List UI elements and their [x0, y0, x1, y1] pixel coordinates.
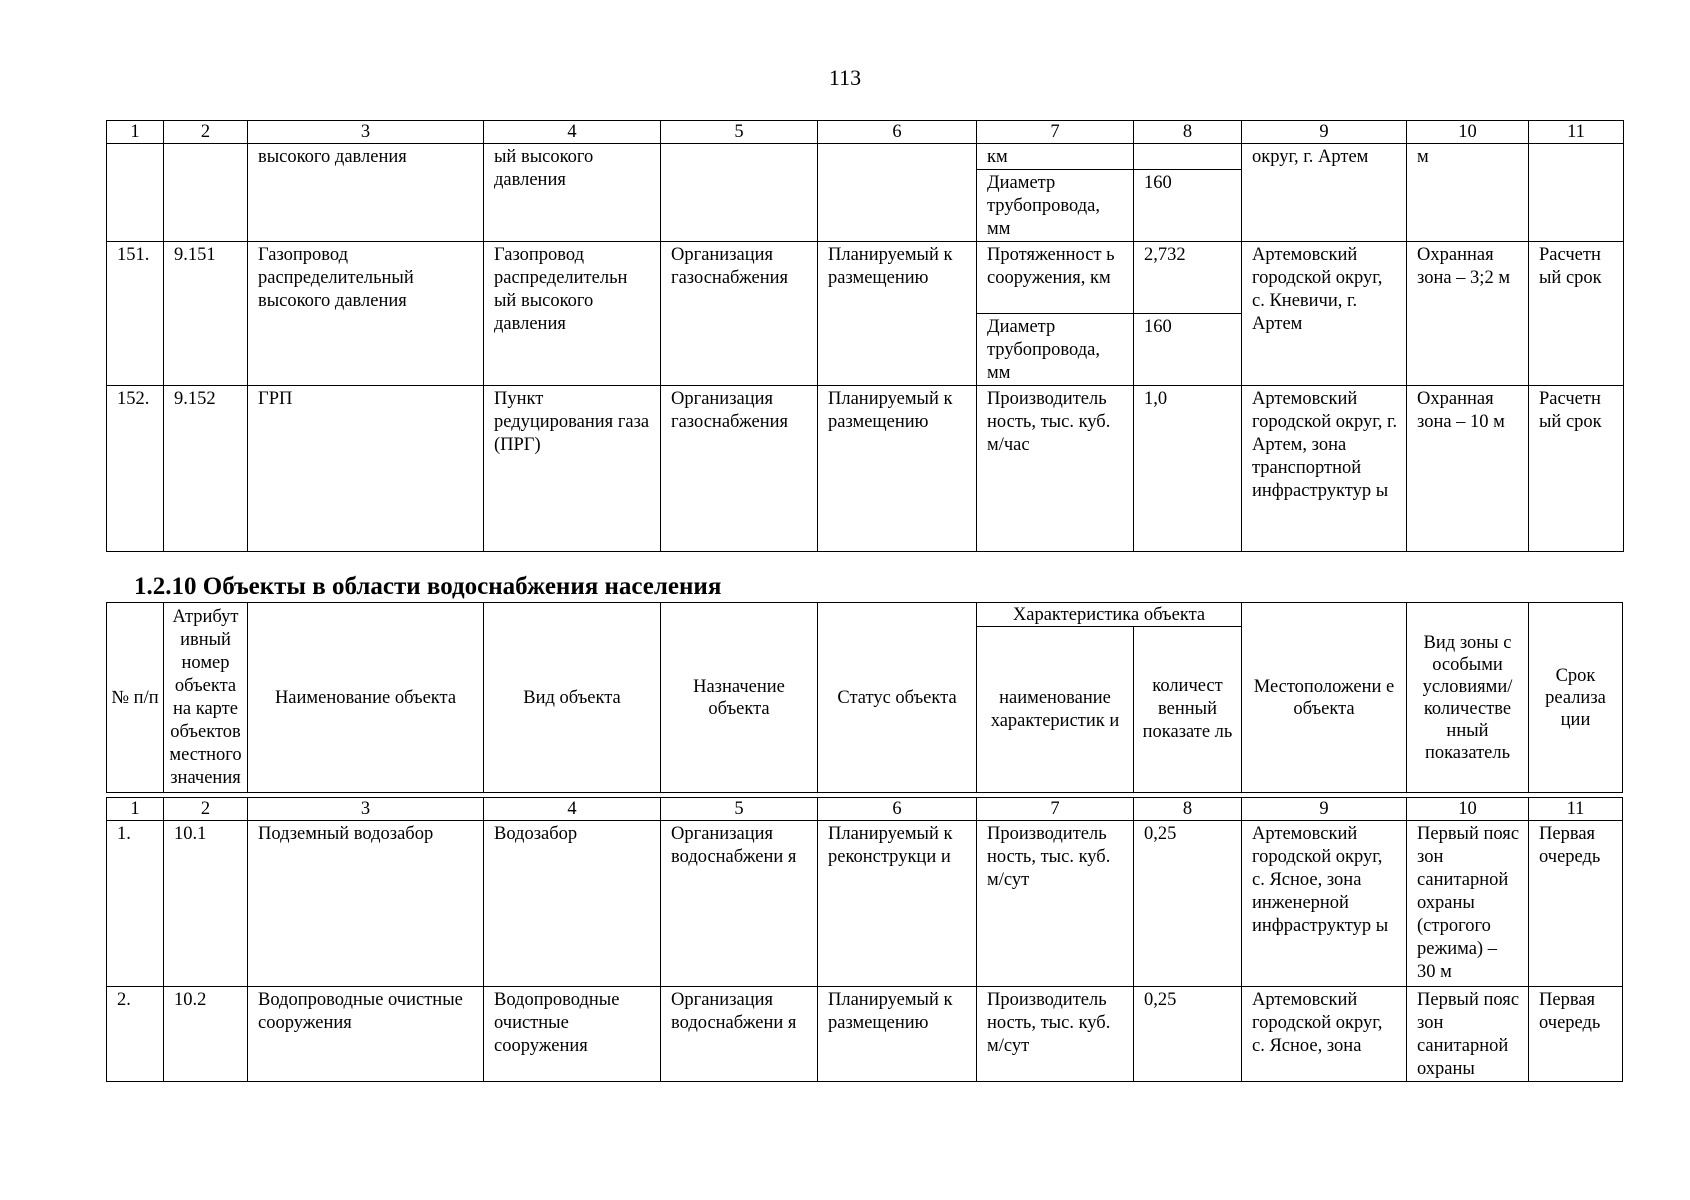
col-number: 4 [484, 121, 661, 144]
header-char-group: Характеристика объекта [977, 603, 1242, 627]
cell-purpose: Организация газоснабжения [661, 386, 818, 552]
water-supply-table [106, 602, 1623, 1082]
header-status: Статус объекта [818, 603, 977, 793]
cell-char-name: Протяженност ь сооружения, км [977, 242, 1134, 314]
column-number-row [107, 121, 1624, 144]
cell-term: Первая очередь [1529, 821, 1623, 987]
col-number: 11 [1529, 121, 1624, 144]
header-char-name: наименование характеристик и [977, 627, 1134, 793]
cell-name: Водопроводные очистные сооружения [248, 987, 484, 1082]
cell-purpose: Организация водоснабжени я [661, 821, 818, 987]
col-number: 5 [661, 798, 818, 821]
cell-char-name: Диаметр трубопровода, мм [977, 170, 1134, 242]
cell-status: Планируемый к размещению [818, 242, 977, 386]
col-number: 3 [248, 798, 484, 821]
cell-char-value: 2,732 [1134, 242, 1242, 314]
header-purpose: Назначение объекта [661, 603, 818, 793]
cell-num [107, 144, 164, 242]
header-char-value: количест венный показате ль [1134, 627, 1242, 793]
col-number: 8 [1134, 798, 1242, 821]
cell-kind: Пункт редуцирования газа (ПРГ) [484, 386, 661, 552]
cell-char-value: 0,25 [1134, 821, 1242, 987]
col-number: 1 [107, 121, 164, 144]
cell-status: Планируемый к размещению [818, 987, 977, 1082]
cell-location: Артемовский городской округ, с. Кневичи, г. Артем [1242, 242, 1407, 386]
header-num: № п/п [107, 603, 164, 793]
header-name: Наименование объекта [248, 603, 484, 793]
header-term: Срок реализа ции [1529, 603, 1623, 793]
cell-kind: ый высокого давления [484, 144, 661, 242]
cell-char-value [1134, 144, 1242, 170]
col-number: 10 [1407, 798, 1529, 821]
cell-zone: Первый пояс зон санитарной охраны (строгого режима) – 30 м [1407, 821, 1529, 987]
cell-attr: 10.1 [164, 821, 248, 987]
cell-num: 151. [107, 242, 164, 386]
header-row [107, 603, 1623, 627]
cell-name: высокого давления [248, 144, 484, 242]
cell-name: Газопровод распределительный высокого давления [248, 242, 484, 386]
col-number: 3 [248, 121, 484, 144]
cell-char-value: 160 [1134, 314, 1242, 386]
cell-zone: м [1407, 144, 1529, 242]
column-number-row [107, 798, 1623, 821]
cell-zone: Охранная зона – 3;2 м [1407, 242, 1529, 386]
col-number: 2 [164, 798, 248, 821]
cell-num: 2. [107, 987, 164, 1082]
header-zone: Вид зоны с особыми условиями/ количестве нный показатель [1407, 603, 1529, 793]
cell-location: Артемовский городской округ, с. Ясное, зона [1242, 987, 1407, 1082]
col-number: 2 [164, 121, 248, 144]
cell-purpose: Организация водоснабжени я [661, 987, 818, 1082]
cell-name: Подземный водозабор [248, 821, 484, 987]
col-number: 7 [977, 798, 1134, 821]
col-number: 9 [1242, 121, 1407, 144]
col-number: 11 [1529, 798, 1623, 821]
col-number: 7 [977, 121, 1134, 144]
cell-char-name: км [977, 144, 1134, 170]
col-number: 10 [1407, 121, 1529, 144]
cell-status: Планируемый к реконструкци и [818, 821, 977, 987]
cell-term: Расчетн ый срок [1529, 242, 1624, 386]
table-row [107, 242, 1624, 314]
cell-term [1529, 144, 1624, 242]
cell-location: Артемовский городской округ, г. Артем, зона транспортной инфраструктур ы [1242, 386, 1407, 552]
cell-attr: 10.2 [164, 987, 248, 1082]
cell-zone: Первый пояс зон санитарной охраны [1407, 987, 1529, 1082]
col-number: 6 [818, 121, 977, 144]
cell-name: ГРП [248, 386, 484, 552]
cell-purpose [661, 144, 818, 242]
cell-char-value: 160 [1134, 170, 1242, 242]
gas-supply-table-continued [106, 120, 1624, 552]
cell-kind: Водопроводные очистные сооружения [484, 987, 661, 1082]
cell-zone: Охранная зона – 10 м [1407, 386, 1529, 552]
col-number: 1 [107, 798, 164, 821]
cell-attr [164, 144, 248, 242]
cell-status [818, 144, 977, 242]
header-location: Местоположени е объекта [1242, 603, 1407, 793]
cell-num: 1. [107, 821, 164, 987]
cell-kind: Водозабор [484, 821, 661, 987]
table-row [107, 386, 1624, 552]
cell-char-name: Производитель ность, тыс. куб. м/сут [977, 987, 1134, 1082]
cell-attr: 9.151 [164, 242, 248, 386]
cell-char-name: Диаметр трубопровода, мм [977, 314, 1134, 386]
cell-char-name: Производитель ность, тыс. куб. м/час [977, 386, 1134, 552]
cell-char-value: 0,25 [1134, 987, 1242, 1082]
header-attr: Атрибут ивный номер объекта на карте объектов местного значения [164, 603, 248, 793]
cell-location: округ, г. Артем [1242, 144, 1407, 242]
table-row [107, 987, 1623, 1082]
col-number: 8 [1134, 121, 1242, 144]
cell-status: Планируемый к размещению [818, 386, 977, 552]
cell-term: Расчетн ый срок [1529, 386, 1624, 552]
page-number: 113 [828, 65, 862, 90]
cell-purpose: Организация газоснабжения [661, 242, 818, 386]
cell-kind: Газопровод распределительн ый высокого давления [484, 242, 661, 386]
col-number: 9 [1242, 798, 1407, 821]
header-kind: Вид объекта [484, 603, 661, 793]
cell-char-name: Производитель ность, тыс. куб. м/сут [977, 821, 1134, 987]
table-row-continued [107, 144, 1624, 170]
cell-term: Первая очередь [1529, 987, 1623, 1082]
cell-attr: 9.152 [164, 386, 248, 552]
col-number: 4 [484, 798, 661, 821]
col-number: 5 [661, 121, 818, 144]
col-number: 6 [818, 798, 977, 821]
table-row [107, 821, 1623, 987]
section-title: 1.2.10 Объекты в области водоснабжения населения [134, 573, 722, 600]
cell-num: 152. [107, 386, 164, 552]
cell-char-value: 1,0 [1134, 386, 1242, 552]
cell-location: Артемовский городской округ, с. Ясное, зона инженерной инфраструктур ы [1242, 821, 1407, 987]
